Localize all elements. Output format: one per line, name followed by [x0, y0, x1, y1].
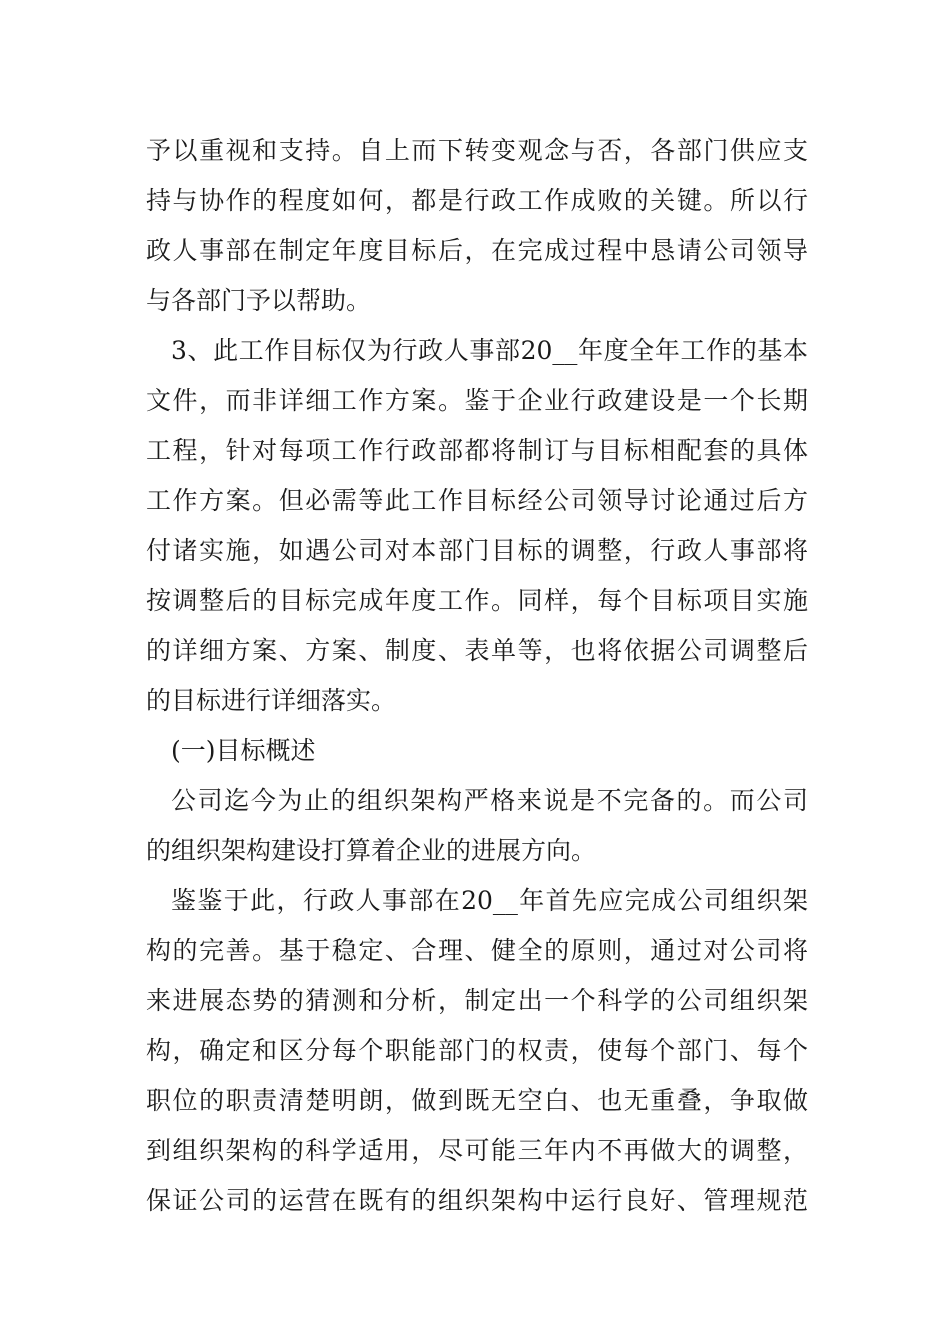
text-line: 3、此工作目标仅为行政人事部20__年度全年工作的基本: [171, 336, 808, 365]
text-line: 保证公司的运营在既有的组织架构中运行良好、管理规范: [146, 1186, 808, 1215]
text-line: 工作方案。但必需等此工作目标经公司领导讨论通过后方: [146, 486, 808, 515]
text-line: 予以重视和支持。自上而下转变观念与否，各部门供应支: [146, 136, 808, 165]
text-line: 付诸实施，如遇公司对本部门目标的调整，行政人事部将: [146, 536, 808, 565]
text-line: 持与协作的程度如何，都是行政工作成败的关键。所以行: [146, 186, 808, 215]
text-line: 与各部门予以帮助。: [146, 286, 372, 315]
text-line: 构的完善。基于稳定、合理、健全的原则，通过对公司将: [146, 936, 808, 965]
text-line: 来进展态势的猜测和分析，制定出一个科学的公司组织架: [146, 986, 808, 1015]
section-heading: [146, 726, 808, 776]
text-line: 鉴鉴于此，行政人事部在20__年首先应完成公司组织架: [171, 886, 808, 915]
text-line: 职位的职责清楚明朗，做到既无空白、也无重叠，争取做: [146, 1086, 808, 1115]
text-line: 文件，而非详细工作方案。鉴于企业行政建设是一个长期: [146, 386, 808, 415]
paragraph-item-3: [146, 326, 808, 726]
text-line: 构，确定和区分每个职能部门的权责，使每个部门、每个: [146, 1036, 808, 1065]
text-line: 的目标进行详细落实。: [146, 686, 397, 715]
text-line: 到组织架构的科学适用，尽可能三年内不再做大的调整，: [146, 1136, 808, 1165]
paragraph-support: [146, 126, 808, 326]
text-line: 工程，针对每项工作行政部都将制订与目标相配套的具体: [146, 436, 808, 465]
text-line: 政人事部在制定年度目标后，在完成过程中恳请公司领导: [146, 236, 808, 265]
text-line: 按调整后的目标完成年度工作。同样，每个目标项目实施: [146, 586, 808, 615]
text-line: 的组织架构建设打算着企业的进展方向。: [146, 836, 597, 865]
heading-line: (一)目标概述: [171, 736, 316, 765]
text-line: 的详细方案、方案、制度、表单等，也将依据公司调整后: [146, 636, 808, 665]
paragraph-overview: [146, 776, 808, 876]
paragraph-organization: [146, 876, 808, 1226]
text-line: 公司迄今为止的组织架构严格来说是不完备的。而公司: [171, 786, 808, 815]
document-body: [146, 126, 808, 1226]
